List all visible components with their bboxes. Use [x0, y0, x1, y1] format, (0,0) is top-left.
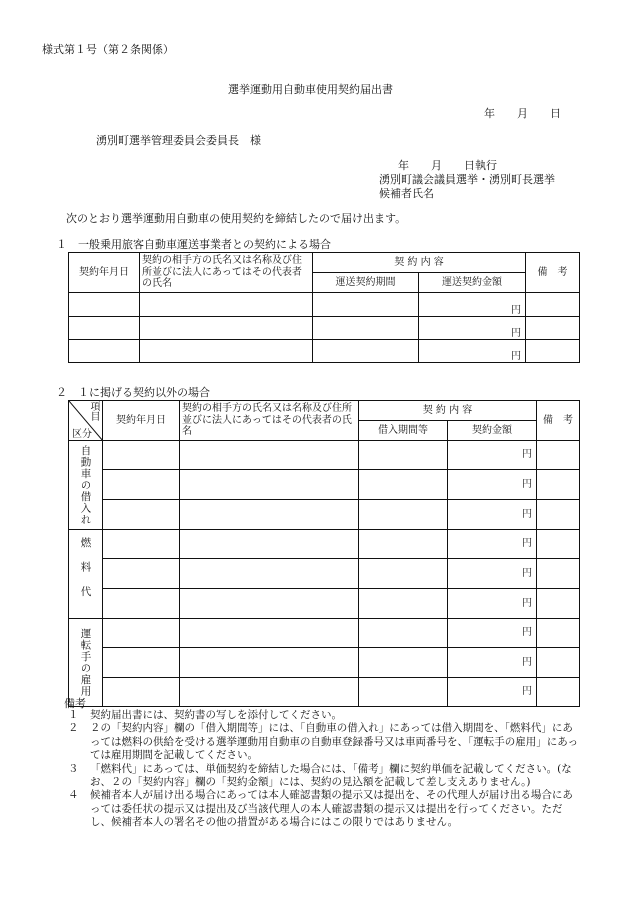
yen-unit: 円 [511, 328, 522, 340]
s2-cell-amount[interactable] [448, 500, 537, 530]
yen-unit: 円 [522, 627, 533, 639]
s1-cell-remarks[interactable] [526, 340, 580, 363]
yen-unit: 円 [511, 351, 522, 363]
yen-unit: 円 [522, 478, 533, 490]
s2-cell-party[interactable] [180, 589, 359, 619]
s2-cell-remarks[interactable] [537, 619, 580, 648]
note-text: ２の「契約内容」欄の「借入期間等」には、「自動車の借入れ」にあっては借入期間を、「燃料代」にあっては燃料の供給を受ける選挙運動用自動車の自動車登録番号又は車両番号を、「運転手の雇用」にあっては雇用期間を記載してください。 [90, 722, 579, 762]
s2-cell-period[interactable] [359, 530, 448, 559]
s2-cell-remarks[interactable] [537, 441, 580, 470]
section2-table [68, 400, 580, 707]
table-row [69, 589, 580, 619]
s2-cell-period[interactable] [359, 678, 448, 707]
table-row [69, 340, 580, 363]
s1-cell-amount[interactable] [419, 293, 526, 317]
addressee: 湧別町選挙管理委員会委員長 様 [96, 134, 261, 147]
note-item [62, 722, 582, 762]
s2-header-contract-contents: 契 約 内 容 [359, 401, 537, 421]
s1-header-remarks: 備 考 [526, 253, 580, 293]
s2-cell-period[interactable] [359, 589, 448, 619]
table-row [69, 317, 580, 340]
s2-cell-date[interactable] [103, 619, 180, 648]
s1-header-contract-contents: 契 約 内 容 [313, 253, 526, 273]
submission-date: 年 月 日 [484, 107, 561, 120]
election-name: 湧別町議会議員選挙・湧別町長選挙 [379, 173, 555, 186]
election-date: 年 月 日執行 [398, 159, 497, 172]
s1-cell-date[interactable] [69, 293, 140, 317]
s2-header-period: 借入期間等 [359, 421, 448, 441]
s2-cell-period[interactable] [359, 559, 448, 589]
note-number: ３ [68, 762, 79, 775]
s2-cell-date[interactable] [103, 678, 180, 707]
s2-cell-amount[interactable] [448, 648, 537, 678]
s2-cell-date[interactable] [103, 559, 180, 589]
note-number: ４ [68, 789, 79, 802]
s2-cell-amount[interactable] [448, 619, 537, 648]
table-row [69, 678, 580, 707]
s2-cell-party[interactable] [180, 619, 359, 648]
s2-cell-party[interactable] [180, 470, 359, 500]
s1-cell-date[interactable] [69, 340, 140, 363]
section1-table [68, 252, 580, 363]
note-text: 候補者本人が届け出る場合にあっては本人確認書類の提示又は提出を、その代理人が届け出る場合にあっては委任状の提示又は提出及び当該代理人の本人確認書類の提示又は提出を行ってください。ただし、候補者本人の署名その他の措置がある場合にはこの限りではありません。 [90, 789, 573, 829]
s1-header-contract-date: 契約年月日 [69, 253, 140, 293]
s1-cell-party[interactable] [140, 317, 313, 340]
form-number: 様式第１号（第２条関係） [42, 43, 174, 56]
s2-cell-date[interactable] [103, 530, 180, 559]
s2-header-remarks: 備 考 [537, 401, 580, 441]
s1-cell-party[interactable] [140, 293, 313, 317]
s2-cell-date[interactable] [103, 441, 180, 470]
s2-cell-period[interactable] [359, 500, 448, 530]
s2-cell-remarks[interactable] [537, 559, 580, 589]
s2-cell-date[interactable] [103, 648, 180, 678]
s1-cell-period[interactable] [313, 293, 419, 317]
s2-diag-category-label: 区分 [72, 428, 92, 440]
s2-cell-amount[interactable] [448, 530, 537, 559]
yen-unit: 円 [522, 449, 533, 461]
s2-diagonal-header [69, 401, 103, 441]
notes-label: 備考 [64, 697, 86, 710]
candidate-name-label: 候補者氏名 [379, 187, 434, 200]
table-row [69, 648, 580, 678]
s2-cell-date[interactable] [103, 589, 180, 619]
table-row [69, 441, 580, 470]
s2-cell-remarks[interactable] [537, 500, 580, 530]
s1-cell-period[interactable] [313, 340, 419, 363]
yen-unit: 円 [511, 304, 522, 316]
table-row [69, 619, 580, 648]
yen-unit: 円 [522, 597, 533, 609]
s2-cell-remarks[interactable] [537, 470, 580, 500]
yen-unit: 円 [522, 656, 533, 668]
yen-unit: 円 [522, 686, 533, 698]
s2-cell-period[interactable] [359, 441, 448, 470]
s2-cell-party[interactable] [180, 441, 359, 470]
s1-cell-date[interactable] [69, 317, 140, 340]
yen-unit: 円 [522, 538, 533, 550]
s2-cell-amount[interactable] [448, 678, 537, 707]
s1-cell-period[interactable] [313, 317, 419, 340]
yen-unit: 円 [522, 567, 533, 579]
s2-cell-amount[interactable] [448, 470, 537, 500]
table-row [69, 559, 580, 589]
s2-cell-amount[interactable] [448, 559, 537, 589]
s2-category-driver-label: 運転手の雇用 [79, 628, 92, 697]
note-item [62, 763, 582, 790]
s1-header-counterparty: 契約の相手方の氏名又は名称及び住所並びに法人にあってはその代表者の氏名 [140, 253, 313, 293]
s2-category-car-rental-label: 自動車の借入れ [79, 444, 92, 526]
note-item [62, 709, 582, 722]
note-item [62, 789, 582, 829]
s1-cell-amount[interactable] [419, 340, 526, 363]
s1-cell-remarks[interactable] [526, 293, 580, 317]
s2-header-contract-date: 契約年月日 [103, 401, 180, 441]
s2-cell-amount[interactable] [448, 589, 537, 619]
s2-header-amount: 契約金額 [448, 421, 537, 441]
s2-header-counterparty: 契約の相手方の氏名又は名称及び住所並びに法人にあってはその代表者の氏名 [180, 401, 359, 441]
s2-cell-amount[interactable] [448, 441, 537, 470]
s2-diag-item-label: 項目 [88, 401, 99, 421]
s1-header-amount: 運送契約金額 [419, 273, 526, 293]
s2-cell-remarks[interactable] [537, 589, 580, 619]
s2-cell-date[interactable] [103, 470, 180, 500]
s2-cell-period[interactable] [359, 619, 448, 648]
table-row [69, 470, 580, 500]
s2-category-fuel [69, 530, 103, 619]
s2-category-fuel-label: 燃料代 [79, 537, 92, 611]
s2-cell-party[interactable] [180, 500, 359, 530]
note-text: 「燃料代」にあっては、単価契約を締結した場合には、「備考」欄に契約単価を記載してください。(なお、２の「契約内容」欄の「契約金額」には、契約の見込額を記載して差し支えありません。) [90, 762, 572, 789]
note-number: １ [68, 709, 79, 721]
s2-category-driver [69, 619, 103, 707]
s2-cell-party[interactable] [180, 530, 359, 559]
section2-heading: ２ １に掲げる契約以外の場合 [56, 386, 210, 399]
s2-category-car-rental [69, 441, 103, 530]
note-text: 契約届出書には、契約書の写しを添付してください。 [90, 709, 342, 721]
table-row [69, 500, 580, 530]
s2-cell-remarks[interactable] [537, 530, 580, 559]
s2-cell-party[interactable] [180, 648, 359, 678]
s2-cell-period[interactable] [359, 648, 448, 678]
intro-text: 次のとおり選挙運動用自動車の使用契約を締結したので届け出ます。 [66, 212, 407, 225]
section1-heading: １ 一般乗用旅客自動車運送事業者との契約による場合 [56, 238, 331, 251]
s1-cell-party[interactable] [140, 340, 313, 363]
yen-unit: 円 [522, 508, 533, 520]
s1-cell-remarks[interactable] [526, 317, 580, 340]
s2-cell-period[interactable] [359, 470, 448, 500]
s2-cell-date[interactable] [103, 500, 180, 530]
table-row [69, 530, 580, 559]
s1-header-period: 運送契約期間 [313, 273, 419, 293]
s2-cell-party[interactable] [180, 678, 359, 707]
s2-cell-party[interactable] [180, 559, 359, 589]
s2-cell-remarks[interactable] [537, 648, 580, 678]
s2-cell-remarks[interactable] [537, 678, 580, 707]
s1-cell-amount[interactable] [419, 317, 526, 340]
notes-list [62, 709, 582, 830]
document-title: 選挙運動用自動車使用契約届出書 [228, 83, 393, 96]
table-row [69, 293, 580, 317]
note-number: ２ [68, 722, 79, 735]
